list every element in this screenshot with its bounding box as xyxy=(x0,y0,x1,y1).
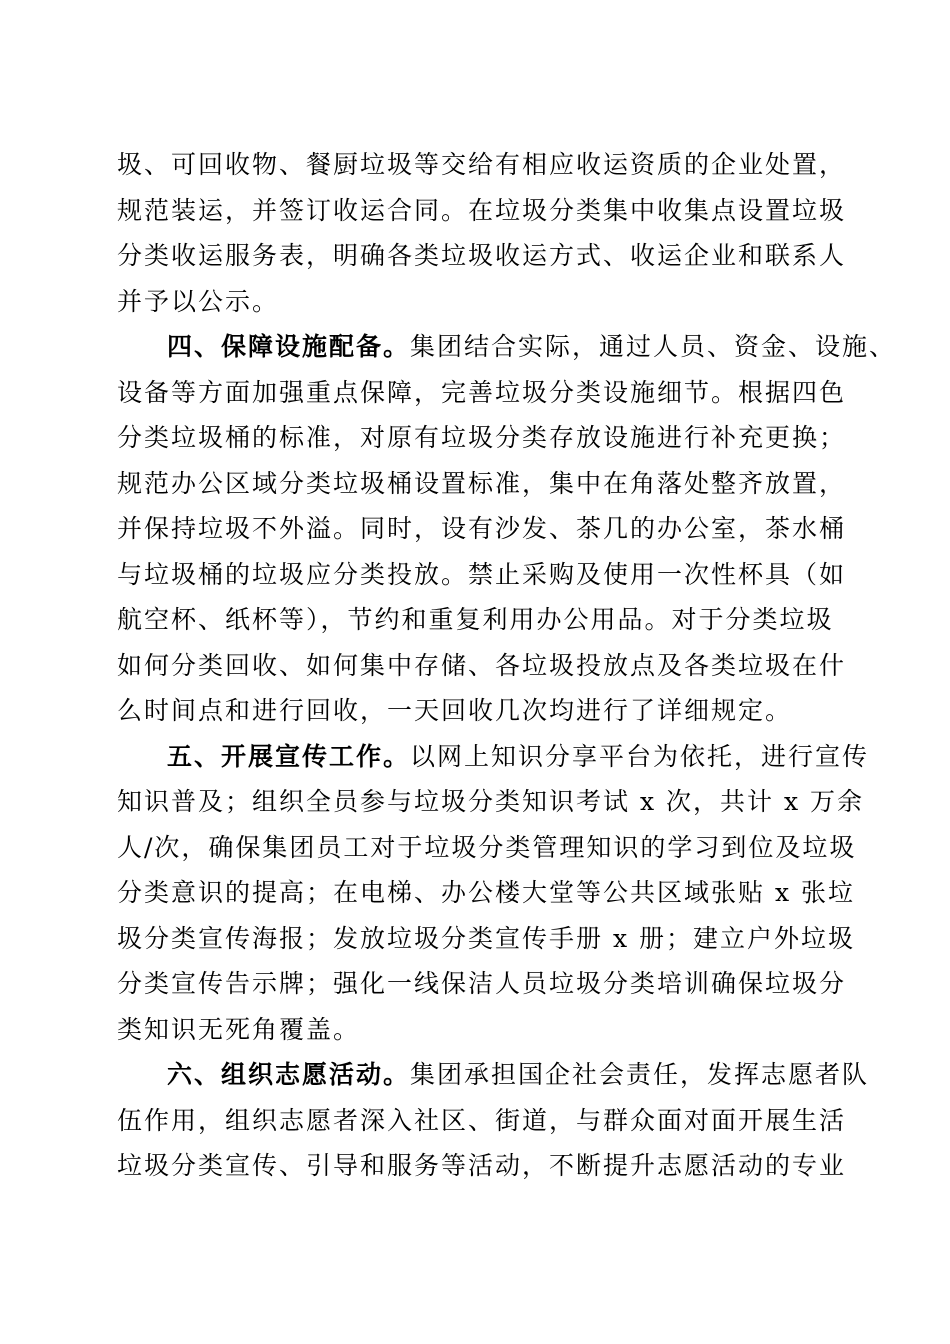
text-line: 垃圾分类宣传、引导和服务等活动，不断提升志愿活动的专业 xyxy=(117,1151,847,1180)
text-run: 以网上知识分享平台为依托，进行宣传 xyxy=(410,741,870,771)
text-line: 规范装运，并签订收运合同。在垃圾分类集中收集点设置垃圾 xyxy=(117,195,847,225)
text-line: 么时间点和进行回收，一天回收几次均进行了详细规定。 xyxy=(117,696,793,725)
document-body xyxy=(117,142,897,1189)
text-line: 伍作用，组织志愿者深入社区、街道，与群众面对面开展生活 xyxy=(117,1105,847,1135)
text-line xyxy=(117,1052,870,1098)
section-heading: 四、保障设施配备。 xyxy=(167,332,411,361)
section-heading: 六、组织志愿活动。 xyxy=(167,1060,411,1089)
text-run: 集团结合实际，通过人员、资金、设施、 xyxy=(410,332,897,361)
section-heading: 五、开展宣传工作。 xyxy=(167,741,411,771)
text-line: 类知识无死角覆盖。 xyxy=(117,1014,361,1044)
paragraph-section-4 xyxy=(117,324,897,734)
text-line: 知识普及；组织全员参与垃圾分类知识考试 x 次，共计 x 万余 xyxy=(117,787,864,816)
text-line: 与垃圾桶的垃圾应分类投放。禁止采购及使用一次性杯具（如 xyxy=(117,559,847,589)
paragraph-section-6 xyxy=(117,1052,870,1189)
text-line: 分类垃圾桶的标准，对原有垃圾分类存放设施进行补充更换； xyxy=(117,423,847,452)
text-line: 规范办公区域分类垃圾桶设置标准，集中在角落处整齐放置， xyxy=(117,468,847,498)
text-line xyxy=(117,324,897,370)
paragraph-section-5 xyxy=(117,734,870,1053)
text-line: 人/次，确保集团员工对于垃圾分类管理知识的学习到位及垃圾 xyxy=(117,832,857,862)
text-line: 圾、可回收物、餐厨垃圾等交给有相应收运资质的企业处置， xyxy=(117,150,847,179)
text-line: 圾分类宣传海报；发放垃圾分类宣传手册 x 册；建立户外垃圾 xyxy=(117,923,855,953)
text-line: 分类意识的提高；在电梯、办公楼大堂等公共区域张贴 x 张垃 xyxy=(117,878,855,907)
text-line: 航空杯、纸杯等），节约和重复利用办公用品。对于分类垃圾 xyxy=(117,605,834,634)
paragraph-continued xyxy=(117,142,847,324)
text-line: 分类收运服务表，明确各类垃圾收运方式、收运企业和联系人 xyxy=(117,241,847,270)
text-line: 设备等方面加强重点保障，完善垃圾分类设施细节。根据四色 xyxy=(117,377,847,407)
text-line: 并保持垃圾不外溢。同时，设有沙发、茶几的办公室，茶水桶 xyxy=(117,514,847,543)
text-line: 并予以公示。 xyxy=(117,286,280,316)
text-line xyxy=(117,734,870,780)
text-run: 集团承担国企社会责任，发挥志愿者队 xyxy=(410,1060,870,1089)
text-line: 分类宣传告示牌；强化一线保洁人员垃圾分类培训确保垃圾分 xyxy=(117,969,847,998)
text-line: 如何分类回收、如何集中存储、各垃圾投放点及各类垃圾在什 xyxy=(117,650,847,680)
